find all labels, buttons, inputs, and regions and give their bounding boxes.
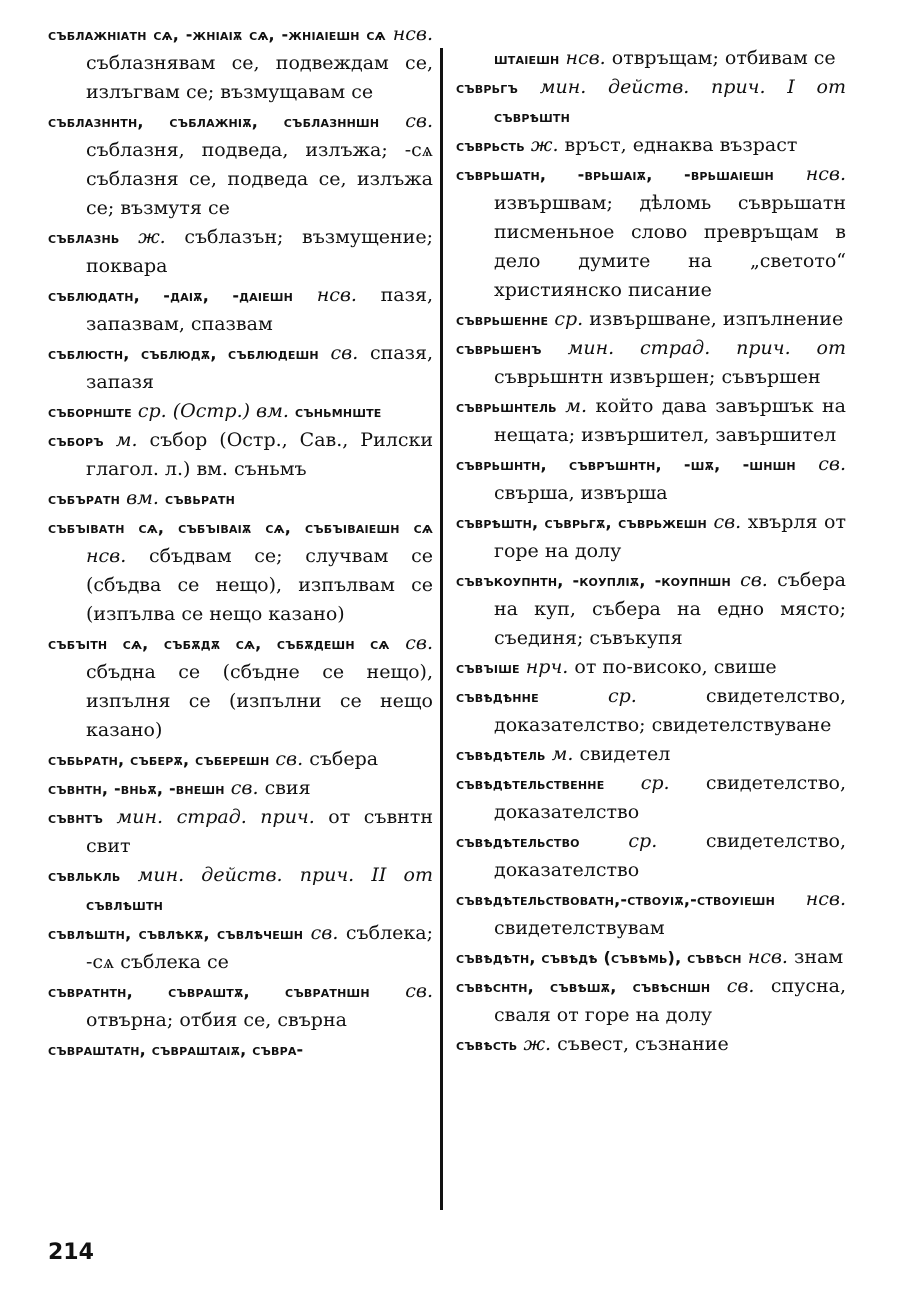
- headword: съвѣдѣтельственне: [456, 774, 605, 793]
- grammar-label: св.: [310, 922, 339, 944]
- dictionary-entry: [48, 397, 433, 426]
- dictionary-entry: [48, 1035, 433, 1064]
- headword: събъратн: [48, 489, 121, 508]
- page-number: 214: [48, 1240, 94, 1265]
- grammar-label: св.: [818, 453, 846, 475]
- dictionary-entry: [48, 20, 433, 107]
- dictionary-entry: [456, 1030, 846, 1059]
- dictionary-entry: [48, 107, 433, 223]
- definition: спусна, сваля от горе на долу: [494, 975, 846, 1026]
- headword: съврьшнтн, съвръшнтн, -шѫ, -шншн: [456, 455, 796, 474]
- headword: съврьсть: [456, 136, 525, 155]
- dictionary-entry: [48, 513, 433, 629]
- dictionary-entry: [48, 803, 433, 861]
- headword: съборъ: [48, 431, 104, 450]
- dictionary-entry: [456, 160, 846, 305]
- grammar-label: нсв.: [86, 545, 127, 567]
- grammar-label: мин. страд. прич. от: [567, 337, 847, 359]
- headword: съборнште: [48, 402, 132, 421]
- definition: който дава завършък на нещата; извършител, завършител: [494, 395, 846, 446]
- cross-reference: съвлѣштн: [86, 895, 164, 914]
- definition: извършвам; дѣломь съврьшатн писменьное слово превръщам в дело думите на „светото“ християнско писание: [494, 192, 846, 301]
- definition: сбъдна се (сбъдне се нещо), изпълня се (изпълни се нещо казано): [86, 661, 433, 741]
- dictionary-entry: [48, 745, 433, 774]
- dictionary-entry: [48, 629, 433, 745]
- dictionary-entry: [456, 769, 846, 827]
- dictionary-entry: [456, 885, 846, 943]
- grammar-label: ср.: [628, 830, 658, 852]
- grammar-label: ж.: [523, 1033, 552, 1055]
- grammar-label: ср. (Остр.) вм.: [137, 400, 289, 422]
- headword: съвлѣштн, съвлѣкѫ, съвлѣчешн: [48, 924, 304, 943]
- dictionary-entry: [48, 484, 433, 513]
- headword: съблазннтн, съблажнıѫ, съблазнншн: [48, 112, 380, 131]
- dictionary-entry: [456, 450, 846, 508]
- definition: съврьшнтн извършен; съвършен: [494, 366, 821, 388]
- headword: съблюдатн, -даıѫ, -даıешн: [48, 286, 294, 305]
- dictionary-entry: [456, 131, 846, 160]
- definition: съблазън; възмущение; поквара: [86, 226, 433, 277]
- definition: свидетелство, доказателство: [494, 772, 846, 823]
- definition: свърша, извърша: [494, 482, 668, 504]
- headword: съврьшенъ: [456, 339, 542, 358]
- headword-continuation: штаıешн: [494, 49, 560, 68]
- grammar-label: вм.: [126, 487, 159, 509]
- dictionary-entry: [456, 73, 846, 131]
- headword: съврѣштн, съврьгѫ, съврьжешн: [456, 513, 707, 532]
- dictionary-entry: [48, 919, 433, 977]
- headword: съвъıше: [456, 658, 520, 677]
- headword: съврьшатн, -врьшаıѫ, -врьшаıешн: [456, 165, 774, 184]
- left-column: [48, 20, 433, 1064]
- grammar-label: св.: [726, 975, 755, 997]
- definition: събор (Остр., Сав., Рилски глагол. л.) вм. съньмъ: [86, 429, 433, 480]
- definition: спазя, запазя: [86, 342, 434, 393]
- definition: съвест, съзнание: [557, 1033, 729, 1055]
- dictionary-entry: [456, 305, 846, 334]
- cross-reference: съвьратн: [164, 489, 236, 508]
- grammar-label: мин. действ. прич. II от: [137, 864, 433, 886]
- headword: съвѣдѣтельствоватн,-ствоуıѫ,-ствоуıешн: [456, 890, 775, 909]
- definition: свидетел: [579, 743, 671, 765]
- grammar-label: м.: [551, 743, 574, 765]
- headword: съвнтъ: [48, 808, 104, 827]
- headword: съвъкоупнтн, -коуплıѫ, -коупншн: [456, 571, 731, 590]
- headword: съблазнь: [48, 228, 120, 247]
- grammar-label: нсв.: [316, 284, 357, 306]
- headword: съвѣдѣтельство: [456, 832, 580, 851]
- definition: отвръщам; отбивам се: [611, 47, 836, 69]
- headword: съблюстн, съблюдѫ, съблюдешн: [48, 344, 319, 363]
- grammar-label: св.: [740, 569, 768, 591]
- definition: свия: [264, 777, 311, 799]
- dictionary-entry: [456, 508, 846, 566]
- headword: събъıтн сѧ, събѫдѫ сѧ, събѫдешн сѧ: [48, 634, 390, 653]
- grammar-label: м.: [565, 395, 588, 417]
- definition: пазя, запазвам, спазвам: [86, 284, 434, 335]
- grammar-label: нрч.: [525, 656, 569, 678]
- grammar-label: ж.: [530, 134, 559, 156]
- definition: от съвнтн свит: [86, 806, 433, 857]
- definition: свидетелство, доказателство: [494, 830, 846, 881]
- column-divider: [440, 48, 443, 1210]
- grammar-label: нсв.: [805, 163, 846, 185]
- headword: съвлькль: [48, 866, 121, 885]
- headword: съвѣдѣтель: [456, 745, 546, 764]
- dictionary-entry: [456, 827, 846, 885]
- grammar-label: нсв.: [805, 888, 846, 910]
- grammar-label: нсв.: [565, 47, 606, 69]
- headword: съвнтн, -вньѫ, -внешн: [48, 779, 225, 798]
- definition: извършване, изпълнение: [589, 308, 844, 330]
- headword: съврьшнтель: [456, 397, 557, 416]
- dictionary-entry: [48, 281, 433, 339]
- cross-reference: съврѣштн: [494, 107, 570, 126]
- headword: събъıватн сѧ, събъıваıѫ сѧ, събъıваıешн сѧ: [48, 518, 433, 537]
- headword: съвѣдѣнне: [456, 687, 539, 706]
- grammar-label: ж.: [138, 226, 166, 248]
- headword: съвраштатн, съвраштаıѫ, съвра-: [48, 1040, 304, 1059]
- headword: съвѣдѣтн, съвѣдѣ (съвѣмь), съвѣсн: [456, 948, 742, 967]
- definition: хвърля от горе на долу: [494, 511, 846, 562]
- definition: съблека; -сѧ съблека се: [86, 922, 433, 973]
- headword: съвратнтн, съвраштѫ, съвратншн: [48, 982, 370, 1001]
- dictionary-entry: [48, 426, 433, 484]
- dictionary-entry: [456, 682, 846, 740]
- definition: съблазнявам се, подвеждам се, излъгвам се; възмущавам се: [86, 52, 433, 103]
- entry-continuation: [456, 44, 846, 73]
- grammar-label: мин. страд. прич.: [116, 806, 315, 828]
- definition: от по-високо, свише: [574, 656, 777, 678]
- dictionary-entry: [48, 774, 433, 803]
- grammar-label: св.: [405, 110, 433, 132]
- cross-reference: съньмнште: [294, 402, 382, 421]
- grammar-label: св.: [330, 342, 359, 364]
- grammar-label: м.: [115, 429, 138, 451]
- grammar-label: св.: [713, 511, 742, 533]
- right-column: [456, 44, 846, 1059]
- dictionary-entry: [456, 334, 846, 392]
- headword: събьратн, съберѫ, съберешн: [48, 750, 270, 769]
- definition: отвърна; отбия се, свърна: [86, 1009, 347, 1031]
- grammar-label: нсв.: [392, 23, 434, 45]
- dictionary-entry: [48, 339, 433, 397]
- grammar-label: ср.: [607, 685, 637, 707]
- grammar-label: ср.: [554, 308, 584, 330]
- dictionary-entry: [456, 566, 846, 653]
- grammar-label: нсв.: [747, 946, 788, 968]
- dictionary-entry: [456, 972, 846, 1030]
- definition: знам: [794, 946, 844, 968]
- definition: събера на куп, събера на едно място; съединя; съвъкупя: [494, 569, 846, 649]
- headword: съврьшенне: [456, 310, 549, 329]
- grammar-label: св.: [405, 632, 433, 654]
- dictionary-entry: [456, 740, 846, 769]
- headword: съвѣсть: [456, 1035, 518, 1054]
- grammar-label: св.: [275, 748, 304, 770]
- definition: сбъдвам се; случвам се (сбъдва се нещо), изпълвам се (изпълва се нещо казано): [86, 545, 434, 625]
- definition: съблазня, подведа, излъжа; -сѧ съблазня се, подведа се, излъжа се; възмутя се: [86, 139, 433, 219]
- headword: съвѣснтн, съвѣшѫ, съвѣсншн: [456, 977, 711, 996]
- dictionary-entry: [456, 653, 846, 682]
- dictionary-entry: [48, 977, 433, 1035]
- headword: съблажнıатн сѧ, -жнıаıѫ сѧ, -жнıаıешн сѧ: [48, 25, 386, 44]
- dictionary-entry: [456, 392, 846, 450]
- definition: събера: [309, 748, 379, 770]
- headword: съврьгъ: [456, 78, 518, 97]
- definition: връст, еднаква възраст: [564, 134, 798, 156]
- dictionary-entry: [48, 861, 433, 919]
- grammar-label: мин. действ. прич. I от: [539, 76, 846, 98]
- definition: свидетелствувам: [494, 917, 665, 939]
- grammar-label: ср.: [640, 772, 670, 794]
- definition: свидетелство, доказателство; свидетелствуване: [494, 685, 847, 736]
- dictionary-entry: [48, 223, 433, 281]
- grammar-label: св.: [230, 777, 259, 799]
- grammar-label: св.: [405, 980, 434, 1002]
- dictionary-entry: [456, 943, 846, 972]
